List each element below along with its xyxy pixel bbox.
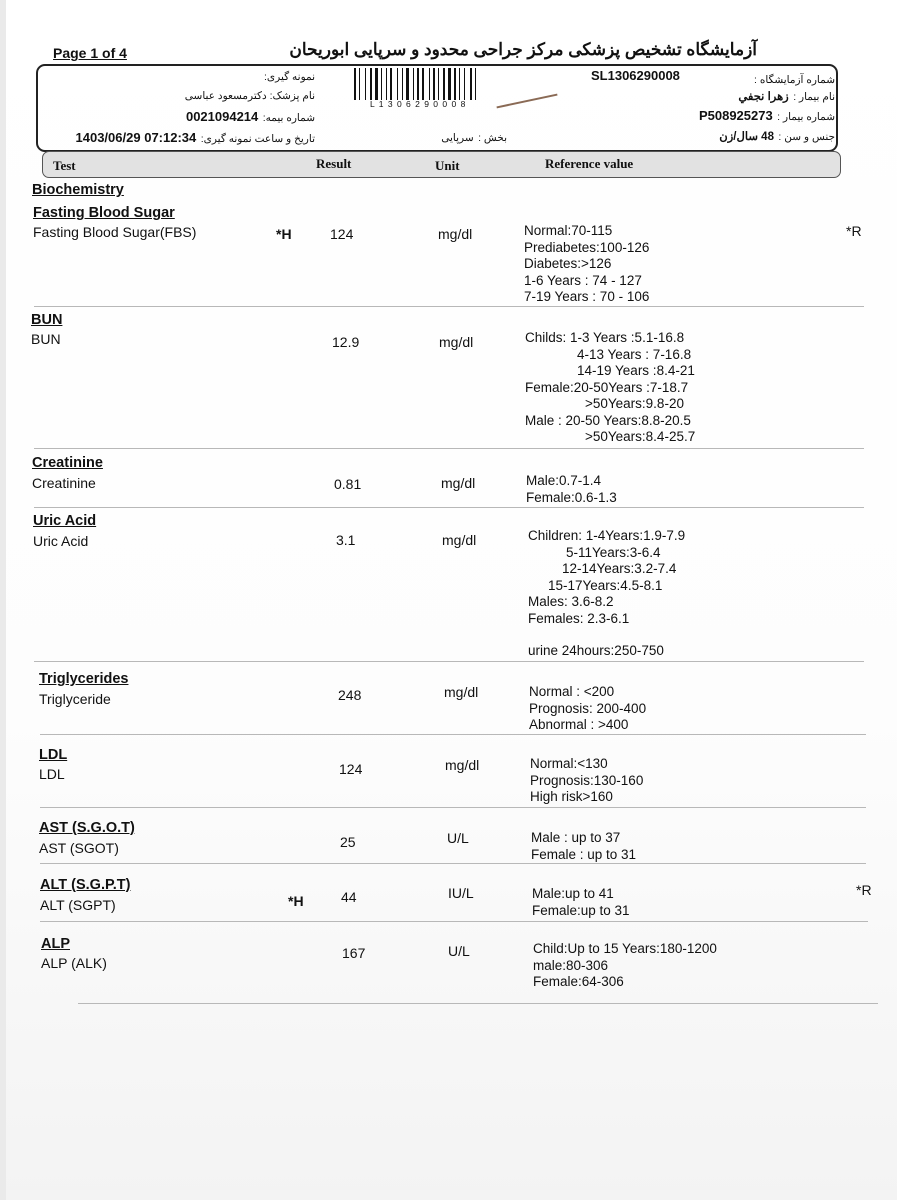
doctor-label: نام پزشک: — [269, 90, 315, 102]
remark-flag: *R — [846, 223, 862, 239]
section-heading: ALP — [41, 936, 70, 952]
result-value: 124 — [339, 761, 363, 777]
lab-number-label: شماره آزمایشگاه : — [754, 74, 835, 86]
reference-line: >50Years:9.8-20 — [585, 396, 684, 411]
category-heading: Biochemistry — [32, 182, 124, 198]
barcode-bar — [438, 68, 439, 100]
ward-value: سرپایی — [441, 132, 474, 144]
test-name: Uric Acid — [33, 533, 89, 549]
barcode-bar — [475, 68, 476, 100]
reference-line: 14-19 Years :8.4-21 — [577, 363, 695, 378]
result-value: 124 — [330, 226, 354, 242]
remark-flag: *R — [856, 882, 872, 898]
reference-range — [531, 830, 636, 863]
unit-value: mg/dl — [441, 475, 476, 491]
sample-datetime-field — [76, 129, 315, 147]
high-flag: *H — [276, 226, 292, 242]
reference-line: >50Years:8.4-25.7 — [585, 429, 696, 444]
reference-line: Normal:70-115 — [524, 223, 613, 238]
barcode-digits: L 1 3 0 6 2 9 0 0 0 8 — [370, 99, 467, 109]
column-test: Test — [53, 158, 76, 173]
barcode-bar — [433, 68, 435, 100]
reference-range — [526, 473, 617, 506]
reference-line: Normal : <200 — [529, 684, 615, 699]
reference-range — [533, 941, 717, 991]
gender-age-label: جنس و سن : — [778, 131, 835, 143]
row-divider — [78, 1003, 878, 1004]
unit-value: U/L — [447, 830, 469, 846]
sample-datetime: 07:12:34 1403/06/29 — [75, 130, 197, 145]
test-name: Creatinine — [32, 475, 96, 491]
reference-line: Male : 20-50 Years:8.8-20.5 — [525, 412, 691, 428]
test-name: Fasting Blood Sugar(FBS) — [33, 224, 197, 240]
barcode-bar — [413, 68, 414, 100]
test-name: AST (SGOT) — [39, 840, 119, 856]
patient-number-label: شماره بیمار : — [777, 111, 835, 123]
barcode-bar — [464, 68, 465, 100]
barcode-bar — [365, 68, 366, 100]
row-divider — [40, 863, 866, 864]
test-name: ALT (SGPT) — [40, 897, 116, 913]
reference-range — [529, 684, 646, 734]
test-name: ALP (ALK) — [41, 955, 107, 971]
test-name: Triglyceride — [39, 691, 111, 707]
unit-value: mg/dl — [442, 532, 477, 548]
row-divider — [34, 661, 864, 662]
unit-value: U/L — [448, 943, 470, 959]
barcode-bar — [386, 68, 387, 100]
reference-line: Female : up to 31 — [531, 846, 637, 862]
unit-value: mg/dl — [444, 684, 479, 700]
reference-line: male:80-306 — [533, 957, 609, 973]
reference-line: Abnormal : >400 — [529, 717, 629, 732]
reference-line: 15-17Years:4.5-8.1 — [548, 577, 663, 593]
reference-line: 5-11Years:3-6.4 — [566, 544, 661, 560]
column-header-bar — [42, 151, 841, 178]
barcode-bar — [397, 68, 398, 100]
barcode-bar — [448, 68, 451, 100]
doctor-field — [185, 90, 315, 102]
row-divider — [34, 306, 864, 307]
result-value: 0.81 — [334, 476, 362, 492]
result-value: 12.9 — [332, 334, 360, 350]
lab-number: SL1306290008 — [591, 68, 680, 83]
reference-range — [528, 528, 685, 660]
reference-line: Female:64-306 — [533, 974, 624, 989]
insurance-number: 0021094214 — [185, 109, 259, 124]
reference-range — [524, 223, 649, 306]
patient-name-label: نام بیمار : — [793, 91, 835, 103]
section-heading: Creatinine — [32, 455, 103, 471]
section-heading: AST (S.G.O.T) — [39, 820, 135, 836]
reference-line: Female:0.6-1.3 — [526, 489, 617, 505]
reference-range — [532, 886, 630, 919]
result-value: 3.1 — [336, 532, 356, 548]
result-value: 167 — [342, 945, 366, 961]
unit-value: mg/dl — [439, 334, 474, 350]
barcode-bar — [354, 68, 356, 100]
ward-field — [441, 128, 507, 146]
reference-line: Prognosis: 200-400 — [529, 700, 647, 716]
section-heading: Uric Acid — [33, 513, 97, 529]
section-heading: Fasting Blood Sugar — [33, 205, 175, 221]
test-name: LDL — [39, 766, 65, 782]
barcode-bar — [459, 68, 460, 100]
reference-line: Children: 1-4Years:1.9-7.9 — [528, 528, 686, 543]
barcode-bar — [359, 68, 360, 100]
barcode-bar — [381, 68, 382, 100]
reference-line: Male:0.7-1.4 — [526, 473, 602, 488]
result-value: 25 — [340, 834, 356, 850]
insurance-field — [186, 108, 315, 126]
barcode — [354, 68, 506, 102]
gender-age: 48 سال/زن — [719, 131, 774, 143]
section-heading: LDL — [39, 747, 68, 763]
column-result: Result — [316, 156, 352, 171]
reference-line: Female:up to 31 — [532, 902, 630, 918]
reference-line: High risk>160 — [530, 789, 613, 804]
patient-name-field — [738, 87, 835, 105]
patient-number: P508925273 — [698, 108, 773, 123]
unit-value: mg/dl — [438, 226, 473, 242]
doctor-name: دکترمسعود عباسی — [184, 90, 267, 102]
unit-value: IU/L — [448, 885, 474, 901]
reference-line: Males: 3.6-8.2 — [528, 594, 614, 609]
barcode-bar — [406, 68, 409, 100]
barcode-bar — [470, 68, 472, 100]
row-divider — [40, 734, 866, 735]
reference-line: Prognosis:130-160 — [530, 772, 644, 788]
row-divider — [34, 507, 864, 508]
reference-line: 4-13 Years : 7-16.8 — [577, 346, 692, 362]
patient-name: زهرا نجفي — [738, 91, 789, 103]
reference-line: Male : up to 37 — [531, 830, 621, 845]
test-name: BUN — [31, 331, 61, 347]
barcode-bar — [429, 68, 430, 100]
reference-line: Prediabetes:100-126 — [524, 239, 650, 255]
barcode-bar — [422, 68, 424, 100]
reference-line: urine 24hours:250-750 — [528, 643, 664, 658]
barcode-bar — [370, 68, 372, 100]
gender-age-field — [719, 127, 835, 145]
patient-number-field — [699, 107, 835, 125]
barcode-bar — [375, 68, 378, 100]
reference-line: Childs: 1-3 Years :5.1-16.8 — [525, 330, 685, 345]
row-divider — [34, 448, 864, 449]
reference-line: Female:20-50Years :7-18.7 — [525, 379, 689, 395]
barcode-bar — [443, 68, 445, 100]
section-heading: BUN — [31, 312, 63, 328]
reference-range — [525, 330, 695, 446]
reference-range — [530, 756, 643, 806]
barcode-bar — [402, 68, 403, 100]
barcode-bar — [390, 68, 392, 100]
sample-datetime-label: تاریخ و ساعت نمونه گیری: — [200, 133, 315, 145]
insurance-label: شماره بیمه: — [262, 112, 315, 124]
reference-line: 12-14Years:3.2-7.4 — [562, 561, 677, 576]
reference-line: Normal:<130 — [530, 756, 608, 771]
unit-value: mg/dl — [445, 757, 480, 773]
reference-line: Females: 2.3-6.1 — [528, 610, 630, 626]
high-flag: *H — [288, 893, 304, 909]
reference-line: Male:up to 41 — [532, 886, 614, 901]
barcode-bar — [417, 68, 419, 100]
sample-collection-label: نمونه گیری: — [264, 71, 315, 83]
row-divider — [40, 807, 866, 808]
column-reference: Reference value — [545, 156, 634, 171]
lab-name-title: آزمایشگاه تشخیص پزشکی مرکز جراحی محدود و سرپایی ابوریحان — [289, 40, 757, 59]
result-value: 248 — [338, 687, 362, 703]
report-sheet — [6, 0, 897, 1200]
barcode-bar — [454, 68, 456, 100]
reference-line: Child:Up to 15 Years:180-1200 — [533, 941, 717, 956]
page-indicator: Page 1 of 4 — [53, 45, 127, 61]
reference-line: 7-19 Years : 70 - 106 — [524, 289, 650, 304]
section-heading: ALT (S.G.P.T) — [40, 877, 131, 893]
lab-number-field — [754, 70, 835, 88]
column-unit: Unit — [435, 158, 460, 173]
row-divider — [40, 921, 868, 922]
reference-line: 1-6 Years : 74 - 127 — [524, 272, 642, 288]
result-value: 44 — [341, 889, 357, 905]
section-heading: Triglycerides — [39, 671, 129, 687]
ward-label: بخش : — [478, 132, 507, 144]
reference-line: Diabetes:>126 — [524, 256, 612, 271]
